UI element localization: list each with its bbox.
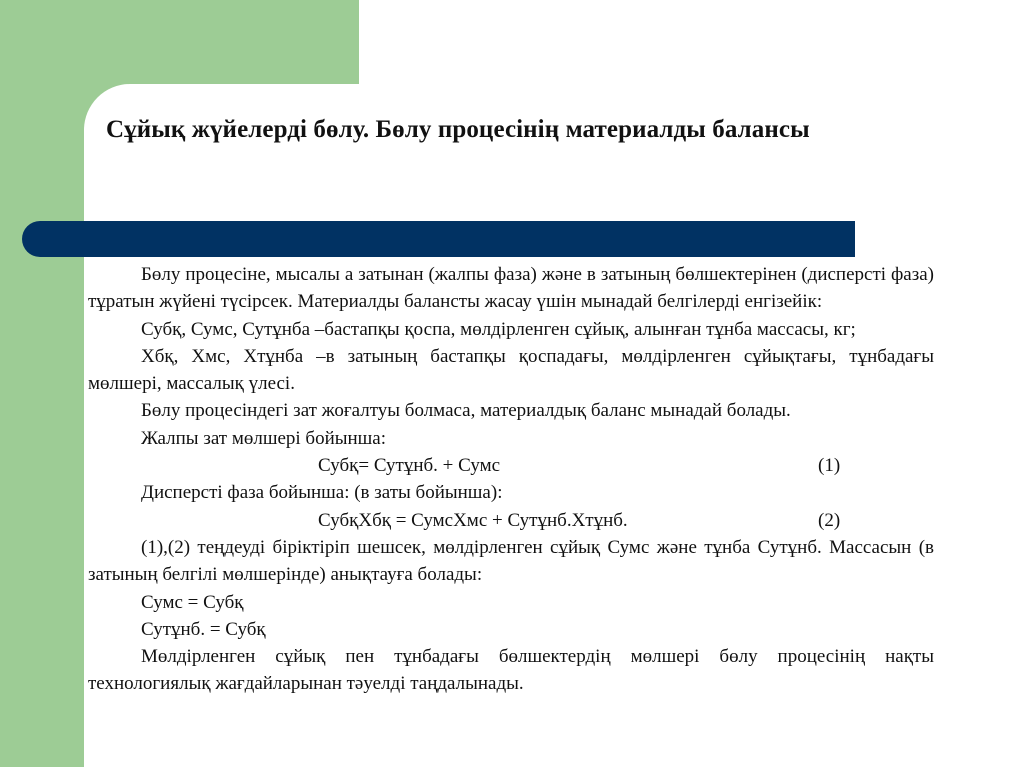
solution-paragraph: (1),(2) теңдеуді біріктіріп шешсек, мөлдірленген сұйық Сумс және тұнба Сутұнб. Массасын (в затының белгілі мөлшерінде) анықтауға болады: (88, 536, 934, 586)
slide-title: Сұйық жүйелерді бөлу. Бөлу процесінің материалды балансы (106, 116, 810, 143)
equation-2-number: (2) (818, 509, 841, 531)
fraction-definitions: Хбқ, Хмс, Хтұнба –в затының бастапқы қоспадағы, мөлдірленген сұйықтағы, тұнбадағы мөлшері, массалық үлесі. (88, 345, 934, 395)
result-clarified-mass: Сумс = Субқ (141, 591, 244, 613)
equation-1-formula: Субқ= Сутұнб. + Сумс (318, 455, 501, 477)
title-divider-bar (22, 221, 855, 257)
mass-definitions: Субқ, Сумс, Сутұнба –бастапқы қоспа, мөлдірленген сұйық, алынған тұнба массасы, кг; (141, 318, 856, 340)
intro-paragraph: Бөлу процесіне, мысалы а затынан (жалпы фаза) және в затының бөлшектерінен (дисперсті фаза) тұратын жүйені түсірсек. Материалды балансты жасау үшін мынадай белгілерді енгізейік: (88, 264, 934, 313)
result-sediment-mass: Сутұнб. = Субқ (141, 618, 266, 640)
slide-body (88, 261, 934, 698)
dispersed-phase-label: Дисперсті фаза бойынша: (в заты бойынша): (141, 482, 503, 504)
equation-2-formula: СубқХбқ = СумсХмс + Сутұнб.Хтұнб. (318, 509, 628, 531)
balance-statement: Бөлу процесіндегі зат жоғалтуы болмаса, материалдық баланс мынадай болады. (141, 400, 791, 422)
equation-1-number: (1) (818, 455, 841, 477)
equation-2 (88, 507, 934, 534)
total-matter-label: Жалпы зат мөлшері бойынша: (141, 427, 387, 449)
equation-1 (88, 452, 934, 479)
closing-paragraph: Мөлдірленген сұйық пен тұнбадағы бөлшектердің мөлшері бөлу процесінің нақты технологиялық жағдайларынан тәуелді таңдалынады. (88, 646, 934, 695)
